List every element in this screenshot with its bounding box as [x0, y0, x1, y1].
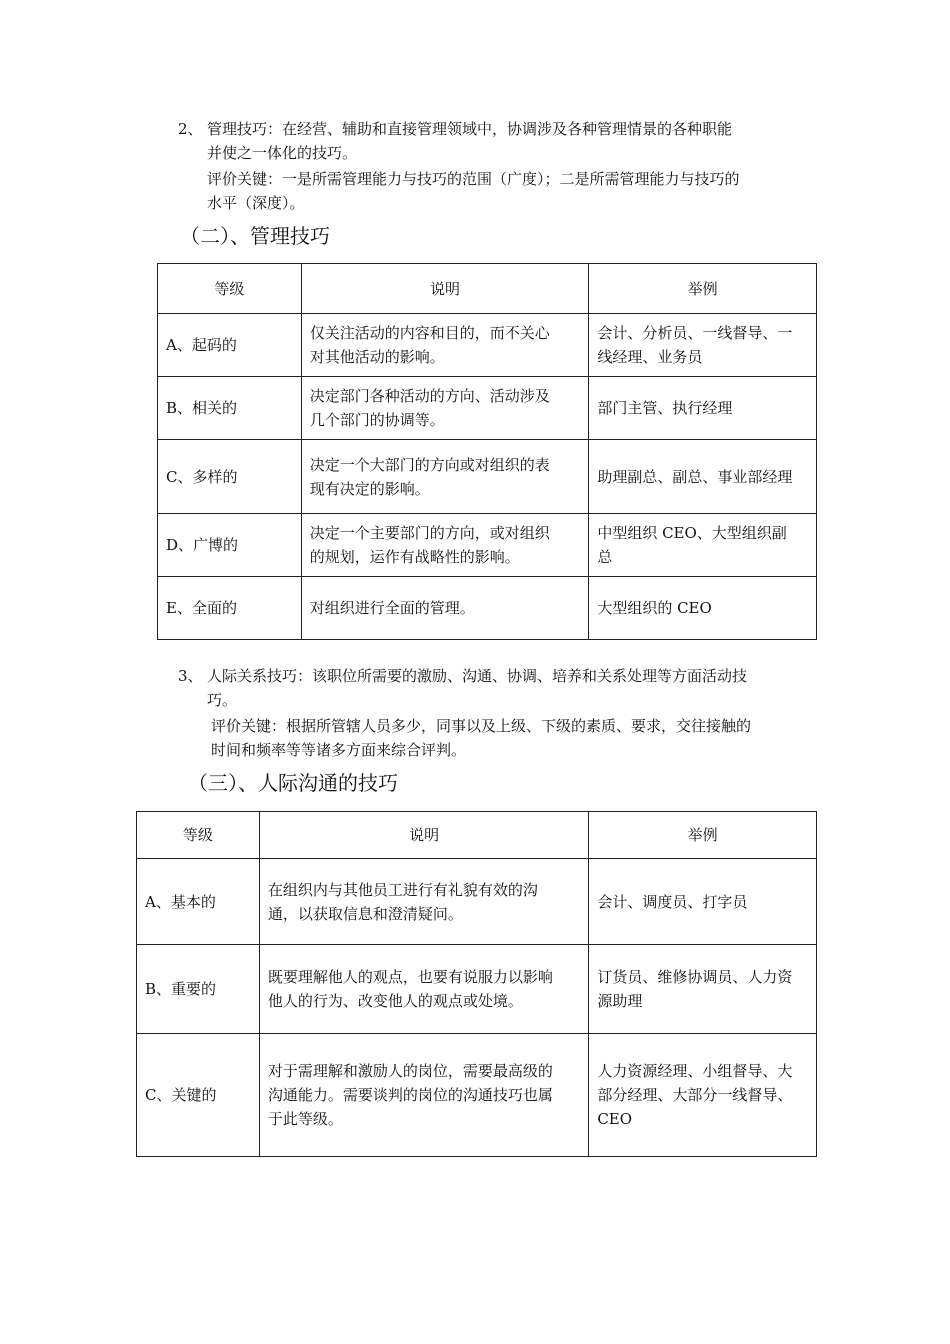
description-line: 决定一个主要部门的方向，或对组织: [309, 524, 550, 542]
example-cell: [589, 1034, 817, 1157]
header-example: 举例: [589, 812, 817, 859]
header-description: 说明: [301, 264, 589, 314]
level-cell: C、多样的: [158, 440, 302, 514]
description-cell: [301, 577, 589, 640]
section-3-line-2: 巧。: [207, 691, 238, 709]
table-header-row: [137, 812, 817, 859]
header-example: 举例: [589, 264, 817, 314]
table-row: [158, 440, 817, 514]
section-2-eval-2: 水平（深度）。: [207, 194, 305, 212]
table-row: [158, 377, 817, 440]
table-header-row: [158, 264, 817, 314]
description-line: 于此等级。: [267, 1110, 343, 1128]
description-cell: [301, 377, 589, 440]
example-cell: [589, 440, 817, 514]
header-level: 等级: [158, 264, 302, 314]
level-cell: E、全面的: [158, 577, 302, 640]
section-2-line-1: 管理技巧：在经营、辅助和直接管理领域中，协调涉及各种管理情景的各种职能: [207, 120, 733, 138]
description-line: 的规划，运作有战略性的影响。: [309, 548, 520, 566]
description-line: 对其他活动的影响。: [309, 348, 445, 366]
description-line: 沟通能力。需要谈判的岗位的沟通技巧也属: [267, 1086, 553, 1104]
section-2-eval-1: 评价关键：一是所需管理能力与技巧的范围（广度）；二是所需管理能力与技巧的: [207, 170, 740, 188]
header-level: 等级: [137, 812, 260, 859]
description-cell: [301, 314, 589, 377]
example-line: 助理副总、副总、事业部经理: [597, 467, 793, 486]
example-line: 会计、分析员、一线督导、一: [597, 324, 793, 342]
section-2-number: 2、: [178, 120, 203, 138]
example-line: 部门主管、执行经理: [597, 399, 733, 417]
description-line: 几个部门的协调等。: [309, 411, 445, 429]
section-3-number: 3、: [178, 667, 203, 685]
example-line: 会计、调度员、打字员: [597, 892, 748, 911]
example-cell: [589, 577, 817, 640]
heading-interpersonal-skills: （三）、人际沟通的技巧: [188, 771, 398, 795]
example-line: 源助理: [597, 992, 643, 1010]
description-cell: [301, 440, 589, 514]
level-cell: A、起码的: [158, 314, 302, 377]
table-row: [137, 945, 817, 1034]
example-line: 中型组织 CEO、大型组织副: [597, 524, 787, 542]
description-line: 决定部门各种活动的方向、活动涉及: [309, 387, 550, 405]
section-2: [0, 117, 950, 213]
example-cell: [589, 514, 817, 577]
section-3: [0, 664, 950, 760]
description-line: 现有决定的影响。: [309, 479, 430, 498]
management-skills-table: [157, 263, 817, 640]
level-cell: D、广博的: [158, 514, 302, 577]
table-row: [158, 314, 817, 377]
example-line: 订货员、维修协调员、人力资: [597, 968, 793, 986]
example-cell: [589, 377, 817, 440]
example-line: 总: [597, 548, 613, 566]
example-line: CEO: [597, 1110, 633, 1128]
table-row: [137, 1034, 817, 1157]
example-cell: [589, 859, 817, 945]
section-3-line-1: 人际关系技巧：该职位所需要的激励、沟通、协调、培养和关系处理等方面活动技: [207, 667, 748, 685]
description-line: 对于需理解和激励人的岗位，需要最高级的: [267, 1062, 553, 1080]
example-cell: [589, 314, 817, 377]
level-cell: B、重要的: [137, 945, 260, 1034]
description-cell: [259, 859, 588, 945]
level-cell: C、关键的: [137, 1034, 260, 1157]
description-line: 对组织进行全面的管理。: [309, 599, 475, 617]
example-line: 线经理、业务员: [597, 348, 703, 366]
interpersonal-skills-table: [136, 811, 817, 1157]
heading-management-skills: （二）、管理技巧: [180, 224, 330, 248]
table-row: [137, 859, 817, 945]
description-line: 决定一个大部门的方向或对组织的表: [309, 455, 550, 474]
description-cell: [259, 945, 588, 1034]
level-cell: B、相关的: [158, 377, 302, 440]
section-3-eval-1: 评价关键：根据所管辖人员多少，同事以及上级、下级的素质、要求，交往接触的: [211, 717, 752, 735]
example-line: 部分经理、大部分一线督导、: [597, 1086, 793, 1104]
table-row: [158, 514, 817, 577]
section-3-eval-2: 时间和频率等等诸多方面来综合评判。: [211, 741, 467, 759]
description-line: 通，以获取信息和澄清疑问。: [267, 904, 463, 923]
example-cell: [589, 945, 817, 1034]
example-line: 人力资源经理、小组督导、大: [597, 1062, 793, 1080]
description-line: 既要理解他人的观点，也要有说服力以影响: [267, 968, 553, 986]
example-line: 大型组织的 CEO: [597, 599, 712, 617]
header-description: 说明: [259, 812, 588, 859]
description-cell: [301, 514, 589, 577]
description-cell: [259, 1034, 588, 1157]
table-row: [158, 577, 817, 640]
description-line: 仅关注活动的内容和目的，而不关心: [309, 324, 550, 342]
section-2-line-2: 并使之一体化的技巧。: [207, 144, 358, 162]
description-line: 在组织内与其他员工进行有礼貌有效的沟: [267, 880, 538, 899]
description-line: 他人的行为、改变他人的观点或处境。: [267, 992, 523, 1010]
level-cell: A、基本的: [137, 859, 260, 945]
